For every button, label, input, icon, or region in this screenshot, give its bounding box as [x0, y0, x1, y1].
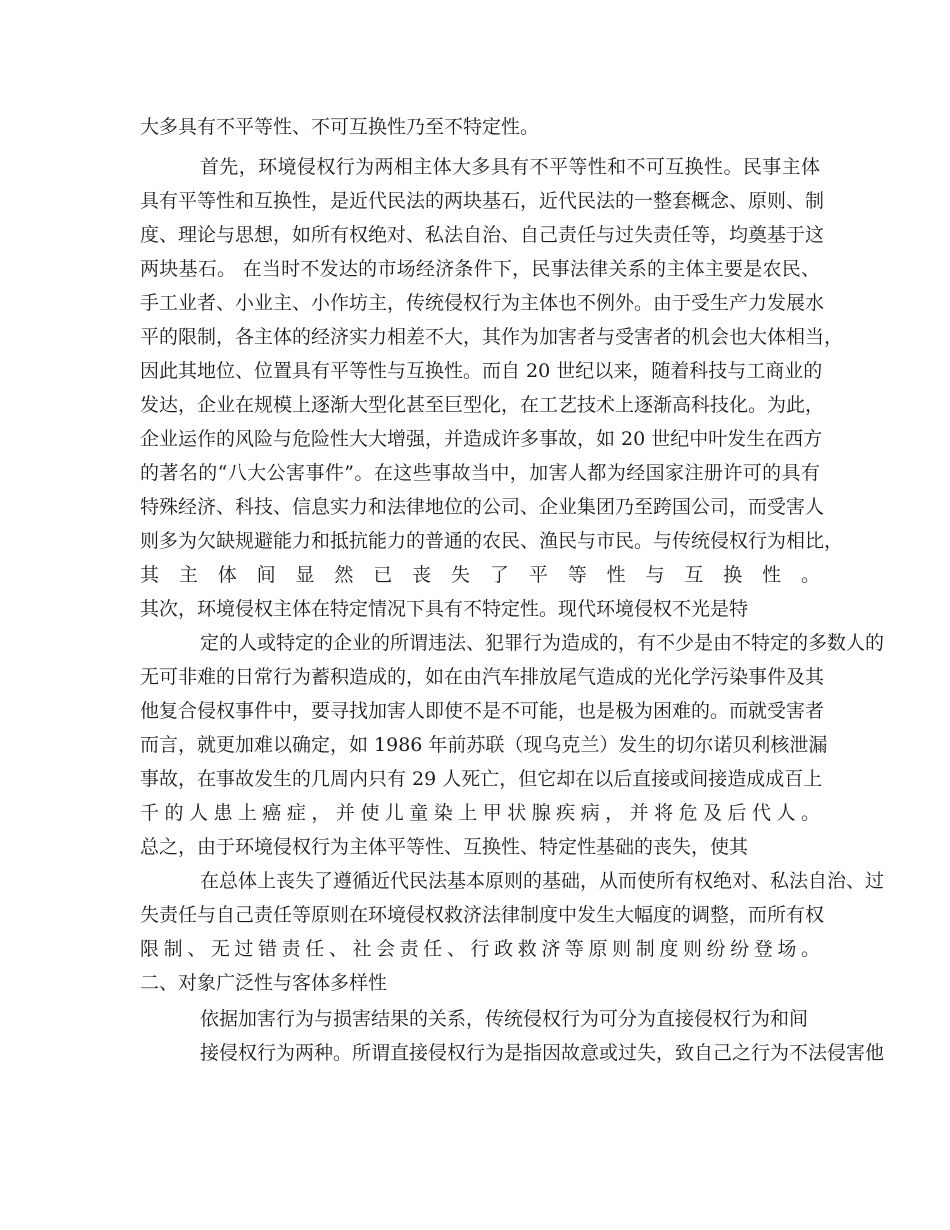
- text-line: 事故，在事故发生的几周内只有 29 人死亡，但它却在以后直接或间接造成成百上: [140, 768, 823, 790]
- paragraph-first-line: 在总体上丧失了遵循近代民法基本原则的基础，从而使所有权绝对、私法自治、过: [200, 870, 885, 892]
- paragraph-first-line: 接侵权行为两种。所谓直接侵权行为是指因故意或过失，致自己之行为不法侵害他: [200, 1042, 885, 1064]
- text-line: 其主体间显然已丧失了平等性与互换性。: [140, 564, 820, 586]
- section-heading: 依据加害行为与损害结果的关系，传统侵权行为可分为直接侵权行为和间: [200, 1008, 809, 1030]
- text-line: 平的限制，各主体的经济实力相差不大，其作为加害者与受害者的机会也大体相当，: [140, 326, 844, 348]
- text-line: 二、对象广泛性与客体多样性: [140, 972, 388, 994]
- paragraph-first-line: 定的人或特定的企业的所谓违法、犯罪行为造成的，有不少是由不特定的多数人的: [200, 632, 885, 654]
- text-line: 千的人患上癌症，并使儿童染上甲状腺疾病，并将危及后代人。: [140, 802, 820, 824]
- text-line: 的著名的“八大公害事件”。在这些事故当中，加害人都为经国家注册许可的具有: [140, 462, 820, 484]
- text-line: 则多为欠缺规避能力和抵抗能力的普通的农民、渔民与市民。与传统侵权行为相比，: [140, 530, 844, 552]
- text-line: 因此其地位、位置具有平等性与互换性。而自 20 世纪以来，随着科技与工商业的: [140, 360, 823, 382]
- text-line: 限制、无过错责任、社会责任、行政救济等原则制度则纷纷登场。: [140, 938, 820, 960]
- text-line: 两块基石。 在当时不发达的市场经济条件下，民事法律关系的主体主要是农民、: [140, 258, 820, 280]
- text-line: 总之，由于环境侵权行为主体平等性、互换性、特定性基础的丧失，使其: [140, 836, 749, 858]
- text-line: 失责任与自己责任等原则在环境侵权救济法律制度中发生大幅度的调整，而所有权: [140, 904, 825, 926]
- paragraph-first-line: 首先，环境侵权行为两相主体大多具有不平等性和不可互换性。民事主体: [200, 156, 820, 178]
- text-line: 而言，就更加难以确定，如 1986 年前苏联（现乌克兰）发生的切尔诺贝利核泄漏: [140, 734, 828, 756]
- text-line: 特殊经济、科技、信息实力和法律地位的公司、企业集团乃至跨国公司，而受害人: [140, 496, 825, 518]
- text-line: 其次，环境侵权主体在特定情况下具有不特定性。现代环境侵权不光是特: [140, 598, 749, 620]
- text-line: 度、理论与思想，如所有权绝对、私法自治、自己责任与过失责任等，均奠基于这: [140, 224, 825, 246]
- text-line: 具有平等性和互换性，是近代民法的两块基石，近代民法的一整套概念、原则、制: [140, 190, 825, 212]
- text-line: 他复合侵权事件中，要寻找加害人即使不是不可能，也是极为困难的。而就受害者: [140, 700, 825, 722]
- text-line: 企业运作的风险与危险性大大增强，并造成许多事故，如 20 世纪中叶发生在西方: [140, 428, 823, 450]
- text-line: 无可非难的日常行为蓄积造成的，如在由汽车排放尾气造成的光化学污染事件及其: [140, 666, 825, 688]
- text-line: 手工业者、小业主、小作坊主，传统侵权行为主体也不例外。由于受生产力发展水: [140, 292, 825, 314]
- text-line: 大多具有不平等性、不可互换性乃至不特定性。: [140, 116, 540, 138]
- text-line: 发达，企业在规模上逐渐大型化甚至巨型化，在工艺技术上逐渐高科技化。为此，: [140, 394, 825, 416]
